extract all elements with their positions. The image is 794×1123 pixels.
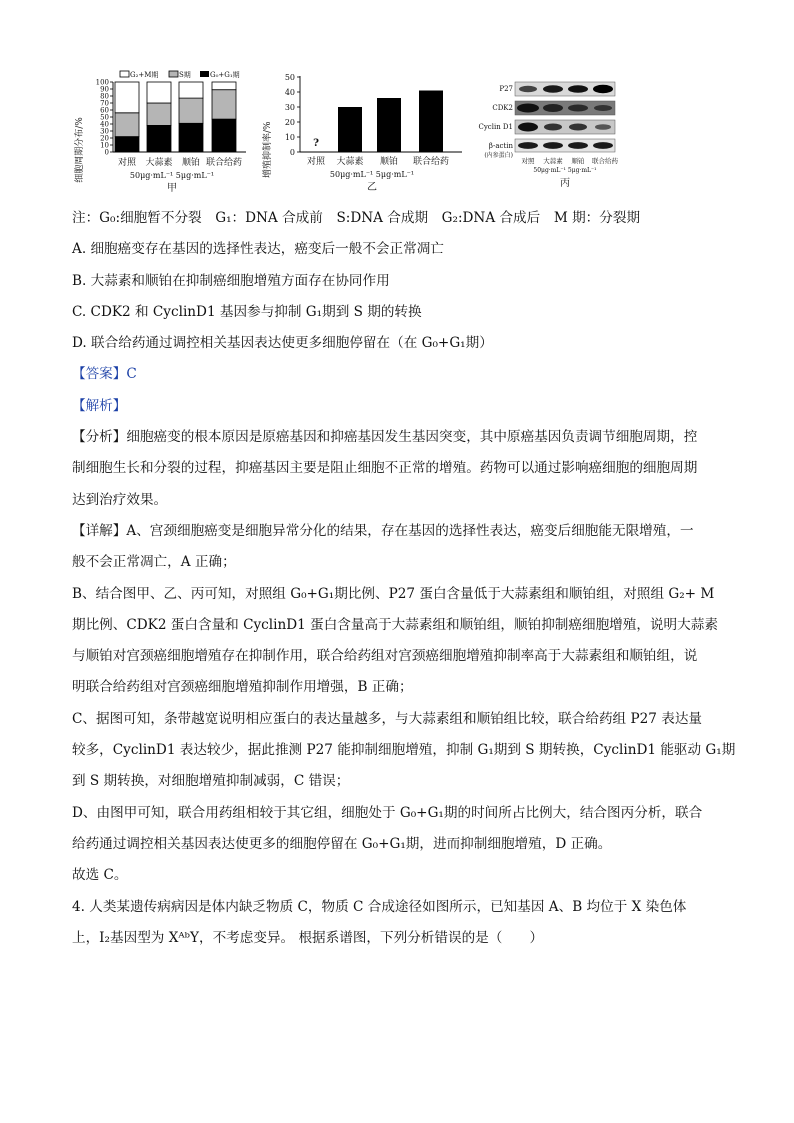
bar-chart [262, 68, 467, 196]
band-p27-3 [568, 85, 588, 93]
blot-row-cyclind1: Cyclin D1 [478, 123, 513, 131]
legend-swatch-s [169, 71, 178, 77]
figa-ytick-label: 60 [100, 106, 109, 115]
figb-xlabel-4: 联合给药 [412, 157, 450, 167]
figa-doses: 50μg·mL⁻¹ 5μg·mL⁻¹ [129, 171, 215, 180]
answer-label: 【答案】C [72, 366, 137, 383]
legend-swatch-g0g1 [200, 71, 209, 77]
question-4-line-1: 4. 人类某遗传病病因是体内缺乏物质 C，物质 C 合成途径如图所示，已知基因 A、B 均位于 X 染色体 [72, 898, 687, 915]
figure-b [262, 68, 467, 196]
analysis-line-2: 制细胞生长和分裂的过程，抑癌基因主要是阻止细胞不正常的增殖。药物可以通过影响癌细胞的细胞周期 [72, 460, 698, 477]
analysis-heading: 【解析】 [72, 397, 127, 414]
figb-bar [338, 107, 362, 152]
detail-b-line-4: 明联合给药组对宫颈癌细胞增殖抑制作用增强，B 正确； [72, 679, 413, 696]
blot-row-cdk2: CDK2 [492, 104, 513, 112]
figa-bar-segment [115, 113, 139, 137]
figa-xlabel-2: 大蒜素 [145, 158, 173, 168]
figa-bar-segment [179, 82, 203, 98]
band-p27-4 [593, 85, 613, 93]
detail-b-line-3: 与顺铂对宫颈癌细胞增殖存在抑制作用，联合给药组对宫颈癌细胞增殖抑制率高于大蒜素组和顺铂组，说 [72, 648, 698, 665]
stacked-bar-chart [72, 68, 250, 196]
detail-b-line-1: B、结合图甲、乙、丙可知，对照组 G₀+G₁期比例、P27 蛋白含量低于大蒜素组和顺铂组，对照组 G₂+ M [72, 585, 715, 602]
blot-row-reference: (内参蛋白) [484, 152, 513, 159]
figa-xlabel-3: 顺铂 [181, 158, 201, 168]
band-actin-1 [518, 142, 538, 149]
band-cdk2-4 [594, 105, 612, 111]
figa-label: 甲 [167, 183, 177, 194]
question-content [72, 208, 736, 950]
legend-label-g0g1: G₀+G₁期 [210, 71, 240, 79]
figa-bar-segment [115, 137, 139, 152]
figa-ytick-label: 0 [104, 148, 109, 157]
detail-b-line-2: 期比例、CDK2 蛋白含量和 CyclinD1 蛋白含量高于大蒜素组和顺铂组，顺铂抑制癌细胞增殖，说明大蒜素 [72, 616, 718, 633]
figa-ytick-label: 90 [100, 85, 109, 94]
figa-bar-segment [212, 119, 236, 152]
option-a: A. 细胞癌变存在基因的选择性表达，癌变后一般不会正常凋亡 [72, 241, 444, 258]
figb-ytick-label: 20 [284, 118, 295, 127]
figb-xlabel-1: 对照 [306, 157, 326, 167]
band-cdk2-2 [543, 104, 563, 112]
figc-xlabel-3: 顺铂 [571, 157, 585, 165]
option-c: C. CDK2 和 CyclinD1 基因参与抑制 G₁期到 S 期的转换 [72, 303, 422, 320]
option-b: B. 大蒜素和顺铂在抑制癌细胞增殖方面存在协同作用 [72, 272, 390, 289]
band-actin-4 [593, 142, 613, 149]
figure-note: 注：G₀:细胞暂不分裂 G₁：DNA 合成前 S:DNA 合成期 G₂:DNA 合成后 M 期：分裂期 [72, 210, 641, 226]
figa-bar-segment [179, 123, 203, 152]
figc-doses: 50μg·mL⁻¹ 5μg·mL⁻¹ [533, 167, 597, 174]
figb-ytick-label: 10 [284, 133, 295, 142]
figa-ytick-label: 30 [100, 127, 109, 136]
conclusion: 故选 C。 [72, 867, 128, 884]
analysis-line-3: 达到治疗效果。 [72, 491, 168, 508]
western-blot [475, 68, 625, 196]
figa-bar-segment [147, 103, 171, 125]
figc-label: 丙 [560, 178, 570, 189]
blot-row-p27: P27 [499, 85, 513, 93]
band-actin-3 [568, 142, 588, 149]
detail-d-line-1: D、由图甲可知，联合用药组相较于其它组，细胞处于 G₀+G₁期的时间所占比例大，结合图丙分析，联合 [72, 804, 703, 821]
figa-ytick-label: 10 [100, 141, 109, 150]
figa-bar-segment [115, 82, 139, 113]
detail-c-line-3: 到 S 期转换，对细胞增殖抑制减弱，C 错误； [72, 773, 350, 790]
detail-c-line-1: C、据图可知，条带越宽说明相应蛋白的表达量越多，与大蒜素组和顺铂组比较，联合给药组 P27 表达量 [72, 710, 703, 727]
figa-ytick-label: 100 [95, 78, 109, 87]
figa-bar-segment [179, 98, 203, 123]
figb-ytick-label: 50 [284, 73, 295, 82]
figa-ytick-label: 70 [100, 99, 109, 108]
figb-question-mark: ? [313, 138, 319, 149]
option-d: D. 联合给药通过调控相关基因表达使更多细胞停留在（在 G₀+G₁期） [72, 335, 493, 352]
question-4-line-2: 上，I₂基因型为 XᴬᵇY，不考虑变异。 根据系谱图，下列分析错误的是（ ） [72, 929, 544, 946]
figa-bar-segment [147, 125, 171, 152]
legend-swatch-g2m [120, 71, 129, 77]
figa-ytick-label: 20 [100, 134, 109, 143]
analysis-line-1: 【分析】细胞癌变的根本原因是原癌基因和抑癌基因发生基因突变，其中原癌基因负责调节细胞周期，控 [72, 429, 698, 446]
figb-ytick-label: 0 [289, 148, 295, 157]
figb-xlabel-2: 大蒜素 [336, 157, 364, 167]
figb-doses: 50μg·mL⁻¹ 5μg·mL⁻¹ [329, 170, 415, 179]
figb-ytick-label: 30 [284, 103, 295, 112]
figa-ytick-label: 40 [100, 120, 109, 129]
detail-d-line-2: 给药通过调控相关基因表达使更多的细胞停留在 G₀+G₁期，进而抑制细胞增殖，D 正确。 [72, 835, 612, 852]
legend-label-s: S期 [179, 71, 191, 79]
band-cyclind1-1 [518, 123, 538, 132]
figa-bar-segment [212, 90, 236, 119]
detail-c-line-2: 较多，CyclinD1 表达较少，据此推测 P27 能抑制细胞增殖，抑制 G₁期到 S 期转换，CyclinD1 能驱动 G₁期 [72, 742, 736, 759]
figa-ytick-label: 50 [100, 113, 109, 122]
figc-xlabel-2: 大蒜素 [543, 157, 563, 165]
band-actin-2 [543, 142, 563, 149]
figure-c [475, 68, 625, 196]
figb-label: 乙 [367, 182, 377, 193]
detail-line-2: 般不会正常凋亡，A 正确； [72, 554, 236, 571]
figa-bar-segment [147, 82, 171, 103]
band-cyclind1-3 [569, 124, 587, 131]
figb-ylabel: 增殖抑制率/% [263, 121, 273, 178]
figb-bar [377, 98, 401, 152]
band-cyclind1-4 [595, 124, 611, 130]
figb-xlabel-3: 顺铂 [379, 157, 399, 167]
figa-bar-segment [212, 82, 236, 90]
figc-xlabel-1: 对照 [521, 157, 535, 165]
band-p27-1 [519, 86, 537, 92]
figb-ytick-label: 40 [284, 88, 295, 97]
figa-ylabel: 细胞周期分布/% [75, 117, 85, 183]
blot-row-actin: β-actin [488, 142, 513, 150]
legend-label-g2m: G₂+M期 [130, 71, 159, 79]
band-cdk2-3 [568, 105, 588, 112]
figa-xlabel-1: 对照 [117, 158, 137, 168]
band-cyclind1-2 [544, 124, 562, 131]
figc-xlabel-4: 联合给药 [592, 157, 618, 165]
figb-bar [419, 91, 443, 153]
detail-line-1: 【详解】A、宫颈细胞癌变是细胞异常分化的结果，存在基因的选择性表达，癌变后细胞能无限增殖，一 [72, 522, 694, 539]
band-p27-2 [543, 85, 563, 93]
figa-xlabel-4: 联合给药 [205, 158, 243, 168]
figa-ytick-label: 80 [100, 92, 109, 101]
band-cdk2-1 [517, 104, 539, 113]
figure-a [72, 68, 250, 196]
